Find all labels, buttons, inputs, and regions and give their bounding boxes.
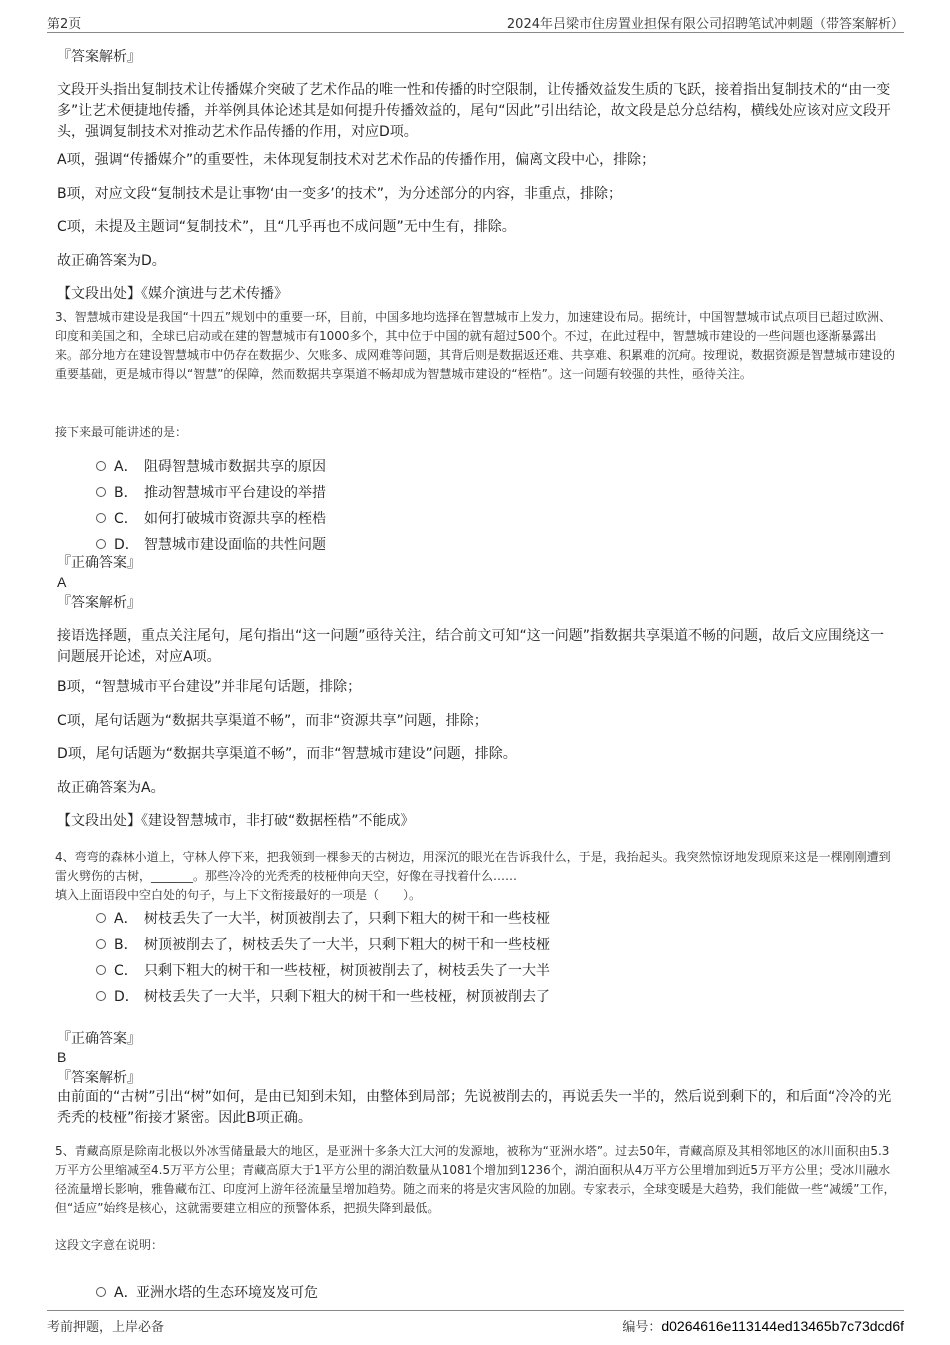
q3-analysis-label: 『答案解析』 [57,595,141,611]
q3-analysis-c: C项，尾句话题为“数据共享渠道不畅”，而非“资源共享”问题，排除； [57,713,488,729]
radio-icon[interactable] [96,991,106,1001]
q3-option-a[interactable]: A． 阻碍智慧城市数据共享的原因 [96,456,326,478]
q4-answer: B [57,1049,67,1065]
q2-analysis-label: 『答案解析』 [57,49,141,65]
q3-conclusion: 故正确答案为A。 [57,780,165,796]
q5-passage: 5、青藏高原是除南北极以外冰雪储量最大的地区，是亚洲十多条大江大河的发源地，被称为“亚洲水塔”。过去50年，青藏高原及其相邻地区的冰川面积由5.3万平方公里缩减至4.5万平方公里；青藏高原大于1平方公里的湖泊数量从1081个增加到1236个，湖泊面积从4万平方公里增加到近5万平方公里；受冰川融水径流量增长影响，雅鲁藏布江、印度河上游年径流量呈增加趋势。随之而来的将是灾害风险的加剧。专家表示，全球变暖是大趋势，我们能做一些“减缓”工作，但“适应”始终是核心，这就需要建立相应的预警体系，把损失降到最低。 [55,1144,896,1215]
page-number: 第2页 [47,17,82,32]
q4-answer-label: 『正确答案』 [57,1031,141,1047]
radio-icon[interactable] [96,539,106,549]
q3-source: 【文段出处】《建设智慧城市，非打破“数据桎梏”不能成》 [57,813,415,829]
q3-analysis-b: B项，“智慧城市平台建设”并非尾句话题，排除； [57,679,362,695]
q5-prompt: 这段文字意在说明： [55,1238,164,1252]
radio-icon[interactable] [96,487,106,497]
q5-option-a[interactable]: A．亚洲水塔的生态环境岌岌可危 [96,1282,318,1304]
q3-option-b[interactable]: B． 推动智慧城市平台建设的举措 [96,482,326,504]
radio-icon[interactable] [96,461,106,471]
q3-passage: 3、智慧城市建设是我国“十四五”规划中的重要一环，目前，中国多地均选择在智慧城市上发力，加速建设布局。据统计，中国智慧城市试点项目已超过欧洲、印度和美国之和，全球已启动或在建的智慧城市有1000多个，其中位于中国的就有超过500个。不过，在此过程中，智慧城市建设的一些问题也逐渐暴露出来。部分地方在建设智慧城市中仍存在数据少、欠账多、成网难等问题，其背后则是数据返还难、共享难、积累难的沉疴。按理说，数据资源是智慧城市建设的重要基础，更是城市得以“智慧”的保障，然而数据共享渠道不畅却成为智慧城市建设的“桎梏”。这一问题有较强的共性，亟待关注。 [55,310,896,381]
page-header [47,10,904,33]
radio-icon[interactable] [96,939,106,949]
document-title: 2024年吕梁市住房置业担保有限公司招聘笔试冲刺题（带答案解析） [506,17,904,32]
q4-option-a[interactable]: A． 树枝丢失了一大半，树顶被削去了，只剩下粗大的树干和一些枝桠 [96,908,550,930]
q3-answer: A [57,574,67,590]
radio-icon[interactable] [96,1287,106,1297]
q3-option-d[interactable]: D． 智慧城市建设面临的共性问题 [96,534,326,556]
footer-code: 编号：d0264616e113144ed13465b7c73dcd6f [622,1318,904,1335]
radio-icon[interactable] [96,513,106,523]
q4-analysis-label: 『答案解析』 [57,1070,141,1086]
q4-prompt: 填入上面语段中空白处的句子，与上下文衔接最好的一项是（ ）。 [55,888,422,902]
q2-analysis-a: A项，强调“传播媒介”的重要性，未体现复制技术对艺术作品的传播作用，偏离文段中心，排除； [57,152,656,168]
q4-analysis: 由前面的“古树”引出“树”如何，是由已知到未知，由整体到局部；先说被削去的，再说丢失一半的，然后说到剩下的，和后面“冷冷的光秃秃的枝桠”衔接才紧密。因此B项正确。 [57,1089,892,1126]
q3-analysis-d: D项，尾句话题为“数据共享渠道不畅”，而非“智慧城市建设”问题，排除。 [57,746,517,762]
radio-icon[interactable] [96,965,106,975]
q2-analysis-b: B项，对应文段“复制技术是让事物‘由一变多’的技术”，为分述部分的内容，非重点，排除； [57,186,623,202]
page-footer [47,1310,904,1335]
q3-analysis-paragraph: 接语选择题，重点关注尾句，尾句指出“这一问题”亟待关注，结合前文可知“这一问题”指数据共享渠道不畅的问题，故后文应围绕这一问题展开论述，对应A项。 [57,628,885,665]
q2-source: 【文段出处】《媒介演进与艺术传播》 [57,286,288,302]
footer-slogan: 考前押题，上岸必备 [47,1320,165,1335]
q2-analysis-paragraph: 文段开头指出复制技术让传播媒介突破了艺术作品的唯一性和传播的时空限制，让传播效益发生质的飞跃，接着指出复制技术的“由一变多”让艺术便捷地传播，并举例具体论述其是如何提升传播效益的，尾句“因此”引出结论，故文段是总分总结构，横线处应该对应文段开头，强调复制技术对推动艺术作品传播的作用，对应D项。 [57,82,891,140]
q4-option-d[interactable]: D． 树枝丢失了一大半，只剩下粗大的树干和一些枝桠，树顶被削去了 [96,986,550,1008]
q4-option-b[interactable]: B． 树顶被削去了，树枝丢失了一大半，只剩下粗大的树干和一些枝桠 [96,934,550,956]
q4-passage: 4、弯弯的森林小道上，守林人停下来，把我领到一棵参天的古树边，用深沉的眼光在告诉我什么，于是，我抬起头。我突然惊讶地发现原来这是一棵刚刚遭到雷火劈伤的古树，_______。那些冷冷的光秃秃的枝桠伸向天空，好像在寻找着什么…… [55,850,891,883]
radio-icon[interactable] [96,913,106,923]
q3-answer-label: 『正确答案』 [57,555,141,571]
q3-prompt: 接下来最可能讲述的是： [55,425,188,439]
q3-option-c[interactable]: C． 如何打破城市资源共享的桎梏 [96,508,326,530]
q2-conclusion: 故正确答案为D。 [57,253,166,269]
q2-analysis-c: C项，未提及主题词“复制技术”，且“几乎再也不成问题”无中生有，排除。 [57,219,516,235]
q4-option-c[interactable]: C． 只剩下粗大的树干和一些枝桠，树顶被削去了，树枝丢失了一大半 [96,960,550,982]
